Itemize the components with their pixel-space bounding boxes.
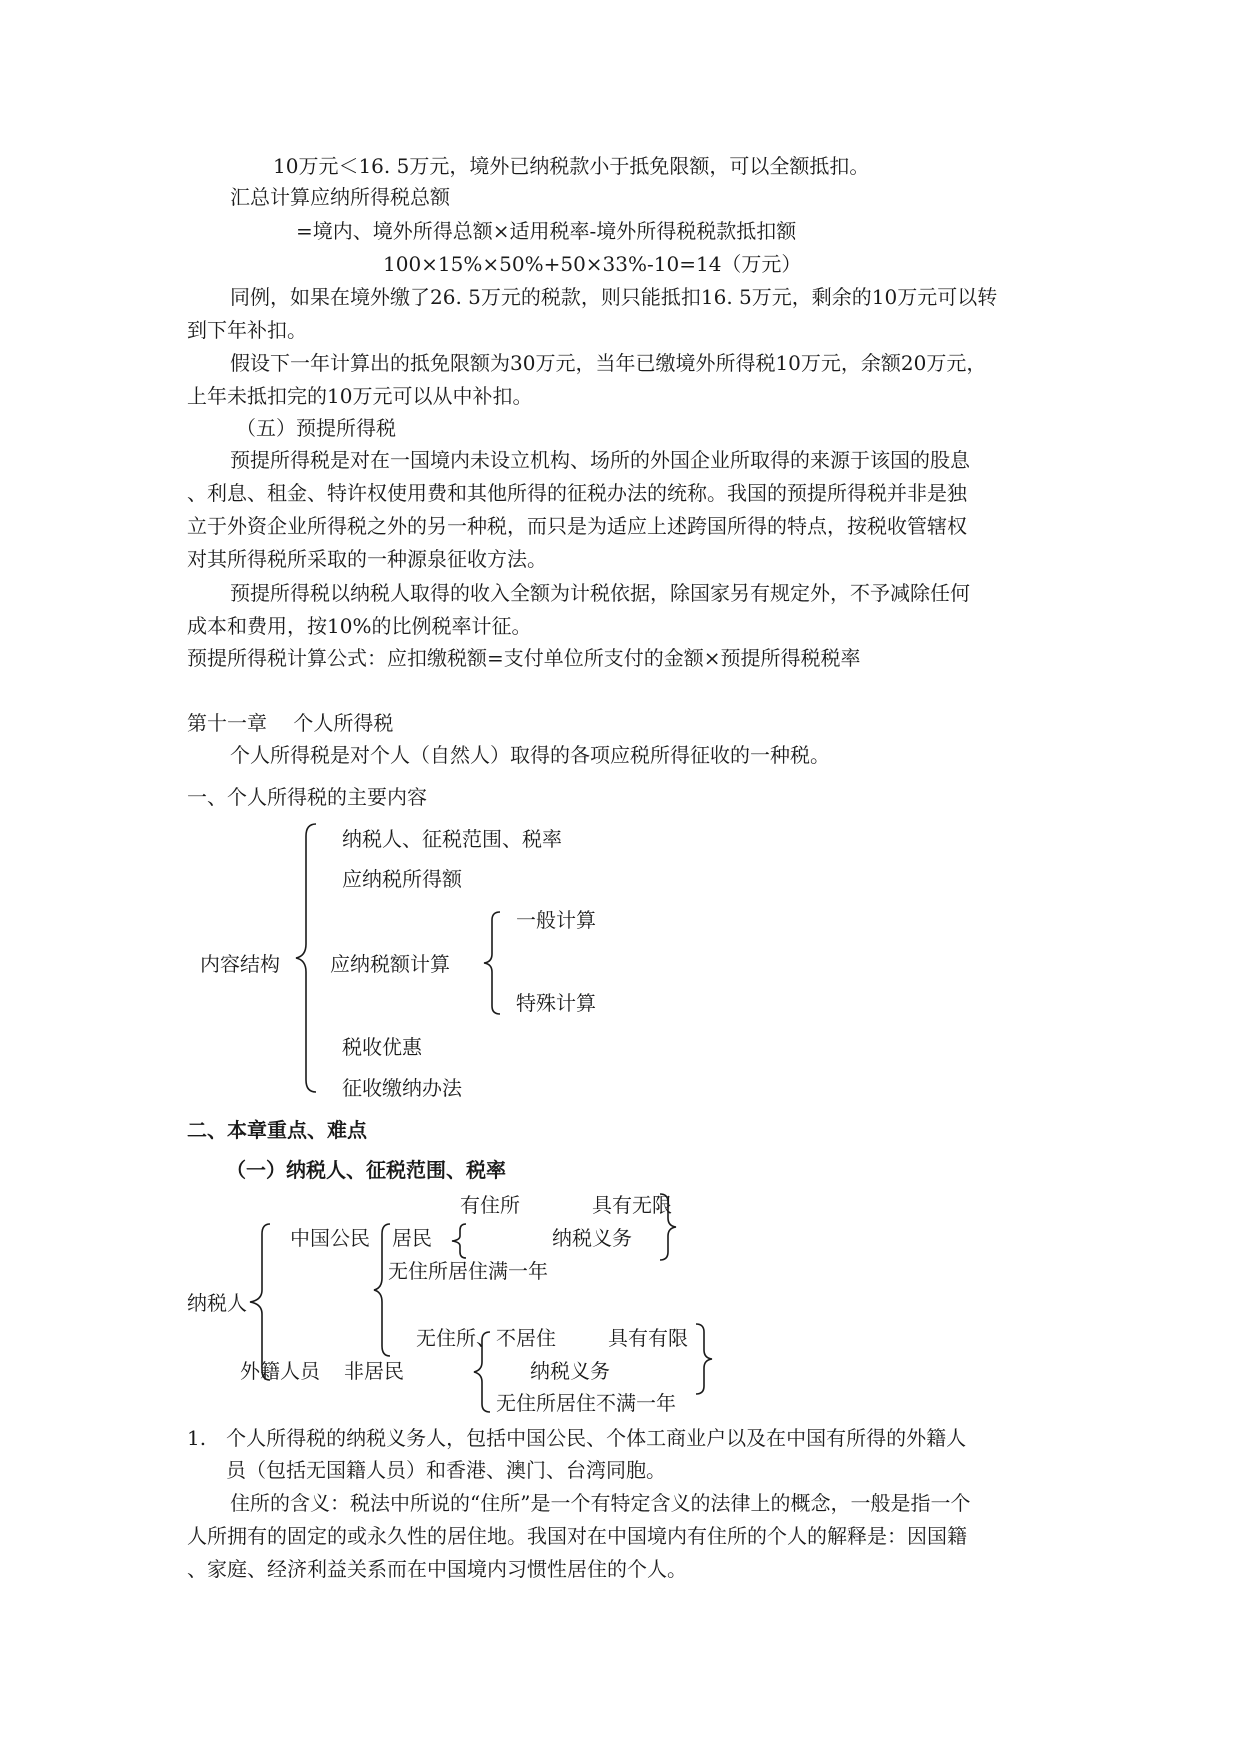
formula-line: =境内、境外所得总额×适用税率-境外所得税税款抵扣额 [296,219,797,243]
diagram-subitem: 特殊计算 [516,991,596,1015]
diagram-item: 居民 [392,1226,432,1250]
paragraph-line: 个人所得税是对个人（自然人）取得的各项应税所得征收的一种税。 [230,743,830,767]
diagram-subitem: 无住所居住不满一年 [496,1391,676,1415]
diagram-item: 中国公民 [290,1226,370,1250]
diagram-item: 税收优惠 [342,1035,422,1059]
paragraph-line: 、利息、租金、特许权使用费和其他所得的征税办法的统称。我国的预提所得税并非是独 [187,481,967,505]
diagram-root-label: 纳税人 [187,1291,247,1315]
paragraph-line: 上年未抵扣完的10万元可以从中补扣。 [187,384,533,408]
paragraph-line: 住所的含义：税法中所说的“住所”是一个有特定含义的法律上的概念，一般是指一个 [230,1491,971,1515]
section-heading: 一、个人所得税的主要内容 [187,785,427,809]
diagram-subitem: 有住所 [460,1193,520,1217]
right-brace-icon [692,1322,718,1396]
obligation-label: 纳税义务 [552,1226,632,1250]
diagram-root-label: 内容结构 [200,952,280,976]
subsection-heading: （一）纳税人、征税范围、税率 [226,1158,506,1182]
paragraph-line: 假设下一年计算出的抵免限额为30万元，当年已缴境外所得税10万元，余额20万元， [230,351,987,375]
text-line: 10万元＜16. 5万元，境外已纳税款小于抵免限额，可以全额抵扣。 [273,154,870,178]
paragraph-line: 成本和费用，按10%的比例税率计征。 [187,614,532,638]
diagram-subitem: 无住所、不居住 [416,1326,556,1350]
section-heading: 二、本章重点、难点 [187,1118,367,1142]
obligation-label: 具有无限 [592,1193,672,1217]
section-heading: （五）预提所得税 [236,416,396,440]
paragraph-line: 立于外资企业所得税之外的另一种税，而只是为适应上述跨国所得的特点，按税收管辖权 [187,514,967,538]
diagram-item: 征收缴纳办法 [342,1076,462,1100]
paragraph-line: 预提所得税是对在一国境内未设立机构、场所的外国企业所取得的来源于该国的股息 [230,448,970,472]
diagram-item: 外籍人员 [240,1359,320,1383]
paragraph-line: 、家庭、经济利益关系而在中国境内习惯性居住的个人。 [187,1557,687,1581]
diagram-subitem: 无住所居住满一年 [388,1259,548,1283]
numbered-paragraph-line: 员（包括无国籍人员）和香港、澳门、台湾同胞。 [226,1458,666,1482]
paragraph-line: 到下年补扣。 [187,318,307,342]
right-brace-icon [656,1192,682,1262]
numbered-paragraph-line: 1. 个人所得税的纳税义务人，包括中国公民、个体工商业户以及在中国有所得的外籍人 [187,1426,967,1450]
text-line: 汇总计算应纳所得税总额 [230,185,450,209]
paragraph-line: 人所拥有的固定的或永久性的居住地。我国对在中国境内有住所的个人的解释是：因国籍 [187,1524,967,1548]
obligation-label: 纳税义务 [530,1359,610,1383]
left-brace-icon [480,910,510,1016]
chapter-title: 第十一章 个人所得税 [187,711,394,735]
diagram-subitem: 一般计算 [516,908,596,932]
diagram-item: 纳税人、征税范围、税率 [342,827,562,851]
formula-line: 100×15%×50%+50×33%-10=14（万元） [383,252,802,276]
left-brace-icon [448,1222,474,1260]
left-brace-icon [290,822,330,1094]
diagram-item: 应纳税额计算 [330,952,450,976]
obligation-label: 具有有限 [608,1326,688,1350]
paragraph-line: 预提所得税以纳税人取得的收入全额为计税依据，除国家另有规定外，不予减除任何 [230,581,970,605]
paragraph-line: 对其所得税所采取的一种源泉征收方法。 [187,547,547,571]
diagram-item: 非居民 [344,1359,404,1383]
paragraph-line: 同例，如果在境外缴了26. 5万元的税款，则只能抵扣16. 5万元，剩余的10万元可以转 [230,285,998,309]
formula-line: 预提所得税计算公式：应扣缴税额=支付单位所支付的金额×预提所得税税率 [187,646,861,670]
diagram-item: 应纳税所得额 [342,867,462,891]
